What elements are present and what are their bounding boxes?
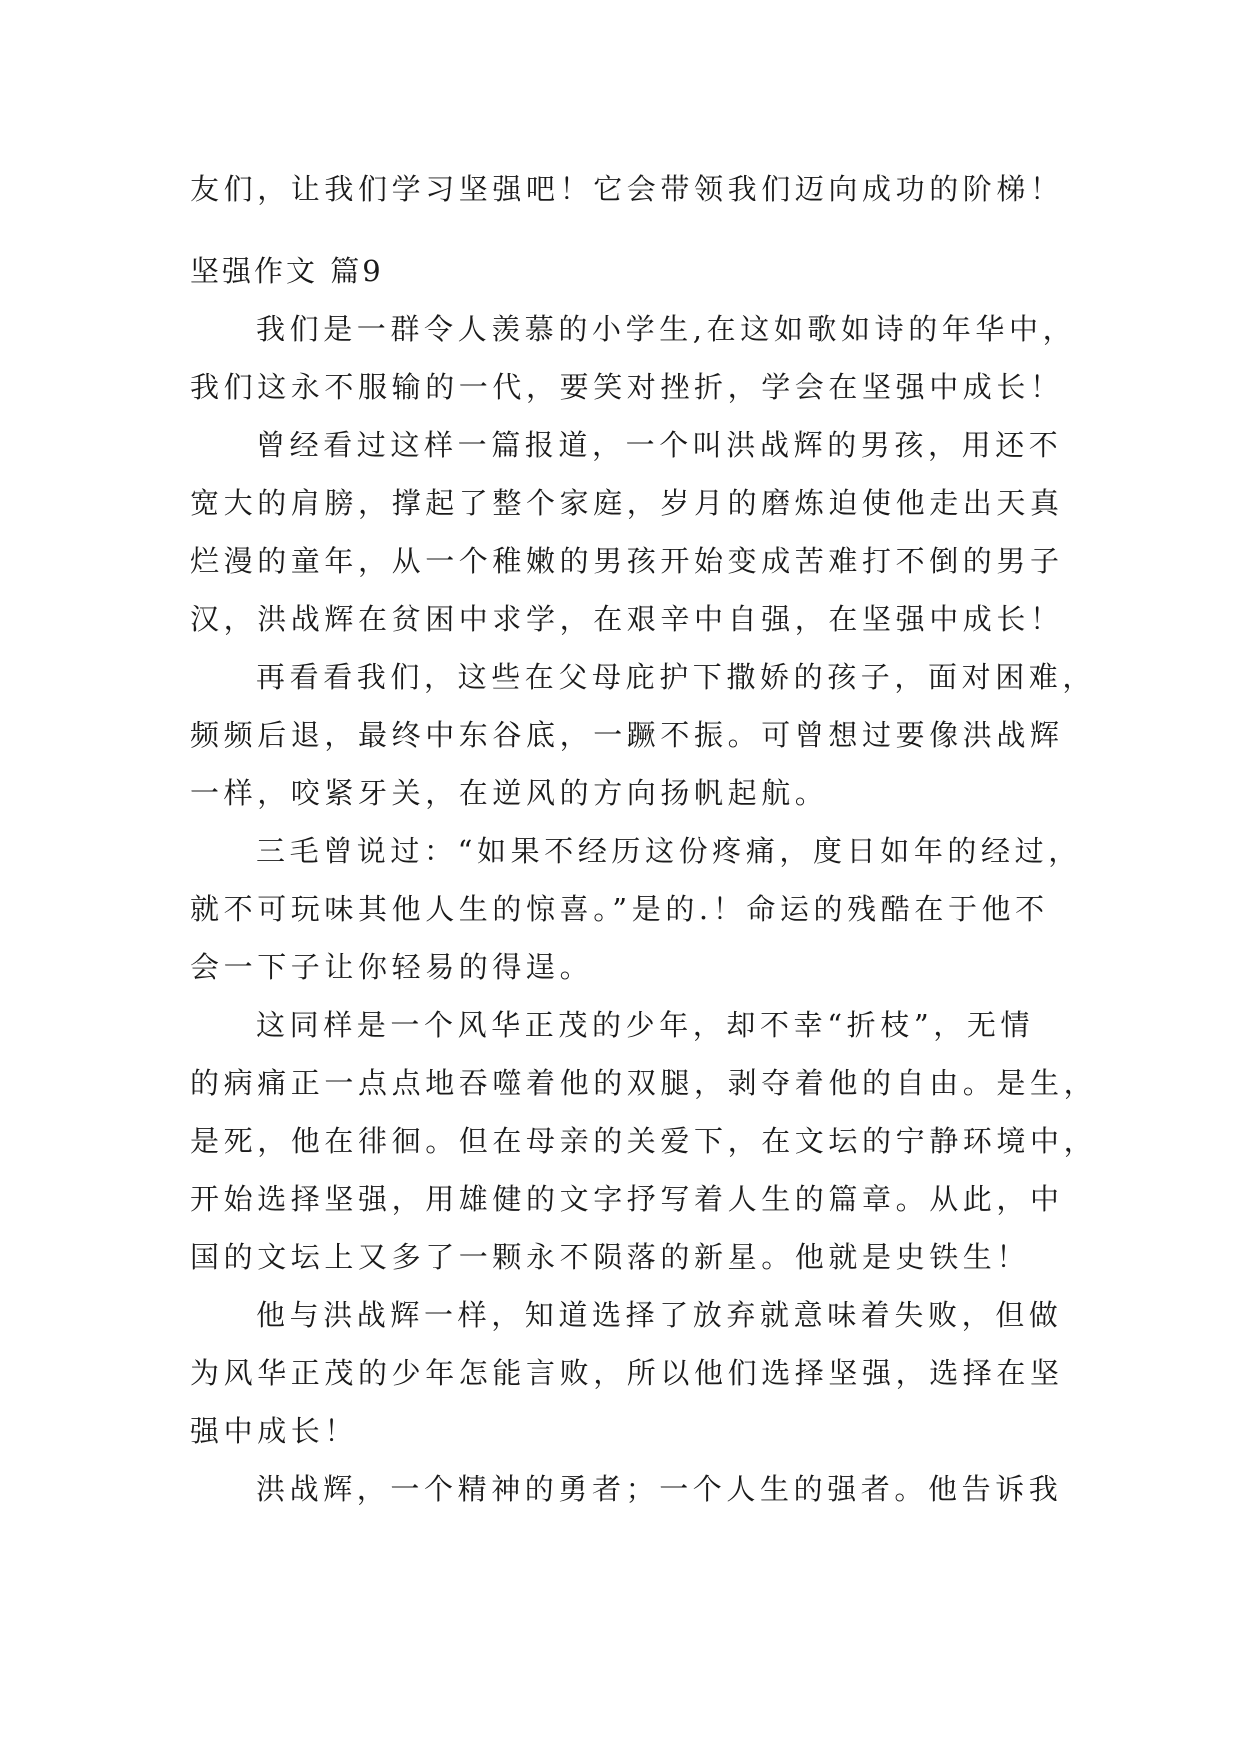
text-line: 是死，他在徘徊。但在母亲的关爱下，在文坛的宁静环境中，	[190, 1124, 1098, 1158]
text-line: 这同样是一个风华正茂的少年，却不幸“折枝”，无情	[256, 1008, 1035, 1042]
text-line: 为风华正茂的少年怎能言败，所以他们选择坚强，选择在坚	[190, 1356, 1064, 1390]
text-line: 他与洪战辉一样，知道选择了放弃就意味着失败，但做	[256, 1298, 1063, 1332]
text-line: 友们，让我们学习坚强吧！它会带领我们迈向成功的阶梯！	[190, 172, 1064, 206]
text-line: 的病痛正一点点地吞噬着他的双腿，剥夺着他的自由。是生，	[190, 1066, 1098, 1100]
text-line: 洪战辉，一个精神的勇者；一个人生的强者。他告诉我	[256, 1472, 1063, 1506]
text-line: 再看看我们，这些在父母庇护下撒娇的孩子，面对困难，	[256, 660, 1097, 694]
text-line: 就不可玩味其他人生的惊喜。”是的.！命运的残酷在于他不	[190, 892, 1049, 926]
text-line: 频频后退，最终中东谷底，一蹶不振。可曾想过要像洪战辉	[190, 718, 1064, 752]
text-line: 曾经看过这样一篇报道，一个叫洪战辉的男孩，用还不	[256, 428, 1063, 462]
text-line: 宽大的肩膀，撑起了整个家庭，岁月的磨炼迫使他走出天真	[190, 486, 1064, 520]
text-line: 国的文坛上又多了一颗永不陨落的新星。他就是史铁生！	[190, 1240, 1031, 1274]
section-heading: 坚强作文 篇9	[190, 254, 384, 288]
text-line: 我们是一群令人羡慕的小学生,在这如歌如诗的年华中，	[256, 312, 1077, 346]
text-line: 一样，咬紧牙关，在逆风的方向扬帆起航。	[190, 776, 829, 810]
text-line: 汉，洪战辉在贫困中求学，在艰辛中自强，在坚强中成长！	[190, 602, 1064, 636]
text-line: 我们这永不服输的一代，要笑对挫折，学会在坚强中成长！	[190, 370, 1064, 404]
text-line: 开始选择坚强，用雄健的文字抒写着人生的篇章。从此，中	[190, 1182, 1064, 1216]
text-line: 会一下子让你轻易的得逞。	[190, 950, 594, 984]
text-line: 强中成长！	[190, 1414, 359, 1448]
text-line: 烂漫的童年，从一个稚嫩的男孩开始变成苦难打不倒的男子	[190, 544, 1064, 578]
text-line: 三毛曾说过：“如果不经历这份疼痛，度日如年的经过，	[256, 834, 1082, 868]
document-page	[190, 160, 1098, 1518]
